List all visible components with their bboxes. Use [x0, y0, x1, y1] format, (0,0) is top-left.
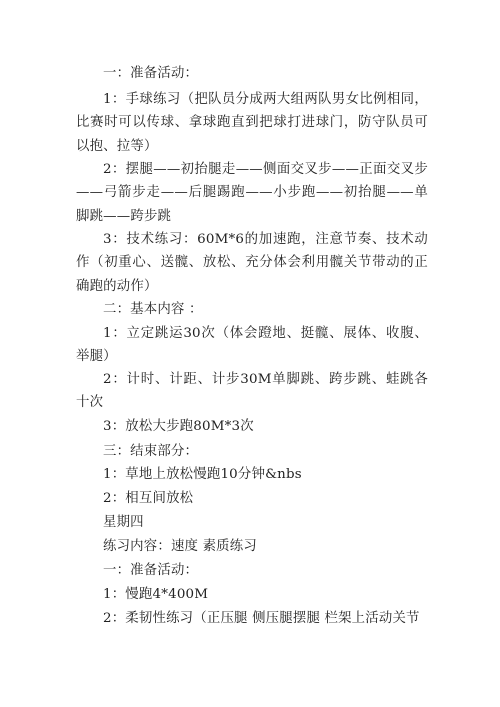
practice-content-line: 练习内容：速度 素质练习 — [103, 539, 257, 554]
paragraph-relax-stride: 3：放松大步跑80M*3次 — [103, 419, 254, 434]
section-heading-main-content: 二：基本内容 ： — [103, 302, 203, 317]
paragraph-slow-jog: 1：慢跑4*400M — [103, 587, 209, 602]
paragraph-grass-jog: 1：草地上放松慢跑10分钟&nbs — [103, 467, 302, 482]
paragraph-standing-jump: 1：立定跳运30次（体会蹬地、挺髋、展体、收腹、举腿） — [76, 326, 428, 365]
section-heading-warmup: 一：准备活动： — [103, 66, 199, 81]
day-heading-thursday: 星期四 — [103, 515, 144, 530]
paragraph-mutual-relax: 2：相互间放松 — [103, 491, 194, 506]
paragraph-timed-jumps: 2：计时、计距、计步30M单脚跳、跨步跳、蛙跳各十次 — [76, 372, 428, 411]
paragraph-handball-drill: 1：手球练习（把队员分成两大组两队男女比例相同，比赛时可以传球、拿球跑直到把球打进球门，防守队员可以抱、拉等） — [76, 92, 428, 154]
paragraph-technique-drill: 3：技术练习：60M*6的加速跑，注意节奏、技术动作（初重心、送髋、放松、充分体会利用髋关节带动的正确跑的动作） — [76, 232, 428, 294]
paragraph-flexibility: 2：柔韧性练习（正压腿 侧压腿摆腿 栏架上活动关节 — [103, 611, 420, 626]
paragraph-leg-swing-drill: 2：摆腿——初抬腿走——侧面交叉步——正面交叉步——弓箭步走——后腿踢跑——小步跑——初抬腿——单脚跳——跨步跳 — [76, 162, 428, 224]
section-heading-warmup-2: 一：准备活动： — [103, 563, 199, 578]
section-heading-cooldown: 三：结束部分： — [103, 444, 199, 459]
